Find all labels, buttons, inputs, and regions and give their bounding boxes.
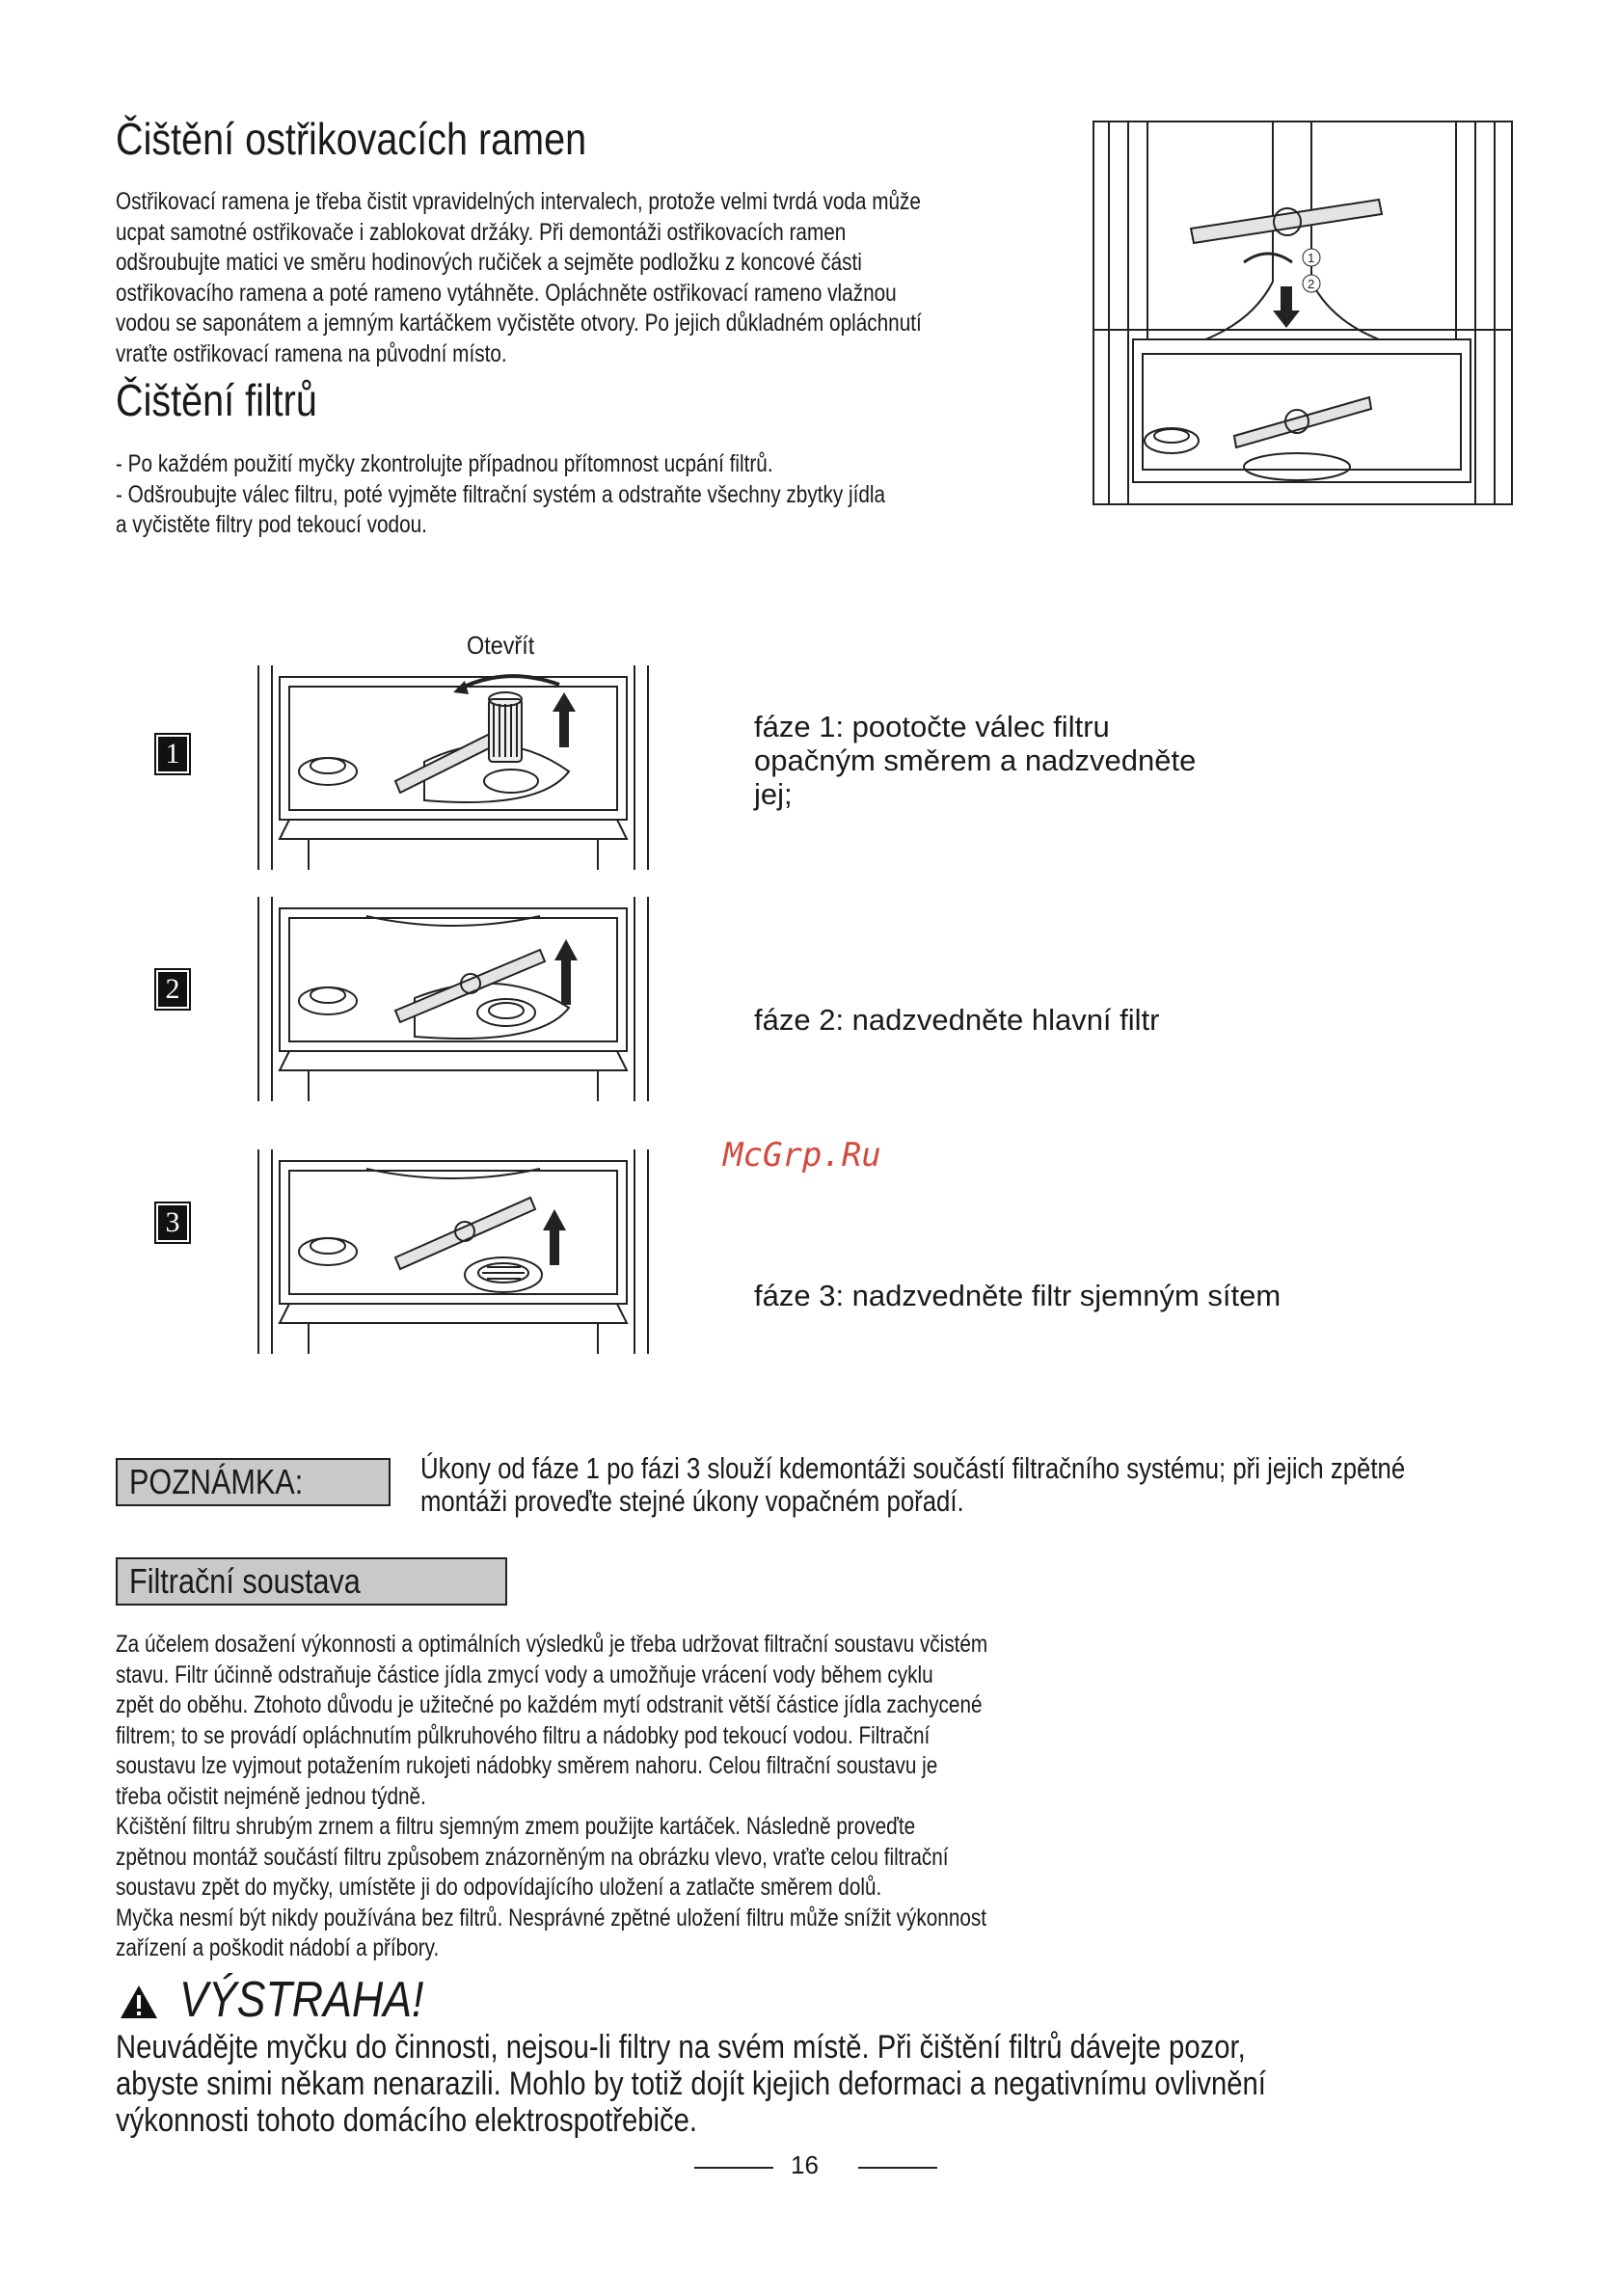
text-line: stavu. Filtr účinně odstraňuje částice jídla zmycí vody a umožňuje vrácení vody během cyklu	[116, 1661, 933, 1688]
text-line: ostřikovacího ramena a poté rameno vytáhněte. Opláchněte ostřikovací rameno vlažnou	[116, 279, 897, 307]
caption-line: fáze 3: nadzvedněte filtr sjemným sítem	[754, 1279, 1282, 1312]
note-line: Úkony od fáze 1 po fázi 3 slouží kdemontáži součástí filtračního systému; při jejich zpětné	[420, 1451, 1406, 1485]
page-rule-left	[694, 2167, 773, 2169]
text-line: - Odšroubujte válec filtru, poté vyjměte filtrační systém a odstraňte všechny zbytky jídla	[116, 480, 886, 508]
note-label	[116, 1458, 391, 1506]
text-line: třeba očistit nejméně jednou týdně.	[116, 1782, 426, 1810]
step-2-illustration	[251, 897, 656, 1101]
spray-arm-illustration	[1090, 118, 1516, 508]
caption-line: fáze 2: nadzvedněte hlavní filtr	[754, 1003, 1160, 1037]
open-label: Otevřít	[467, 631, 535, 660]
text-line: vraťte ostřikovací ramena na původní místo.	[116, 339, 507, 367]
warning-line: výkonnosti tohoto domácího elektrospotřebiče.	[116, 2102, 698, 2139]
text-line: odšroubujte matici ve směru hodinových ručiček a sejměte podložku z koncové části	[116, 249, 862, 276]
step-2-badge: 2	[158, 972, 187, 1007]
warning-text	[116, 2029, 1266, 2139]
spray-arms-heading: Čištění ostřikovacích ramen	[116, 114, 587, 164]
text-line: Myčka nesmí být nikdy používána bez filtrů. Nesprávné zpětné uložení filtru může snížit výkonnost	[116, 1904, 987, 1931]
caption-line: jej;	[754, 777, 793, 811]
filter-cleaning-heading: Čištění filtrů	[116, 375, 317, 425]
text-line: ucpat samotné ostřikovače i zablokovat držáky. Při demontáži ostřikovacích ramen	[116, 218, 847, 246]
note-text	[420, 1452, 1405, 1518]
warning-title: VÝSTRAHA!	[179, 1972, 424, 2028]
text-line: Kčištění filtru shrubým zrnem a filtru sjemným zmem použijte kartáček. Následně proveďte	[116, 1813, 916, 1840]
filter-system-label	[116, 1557, 507, 1606]
spray-arms-text	[116, 187, 922, 369]
text-line: filtrem; to se provádí opláchnutím půlkruhového filtru a nádobky pod tekoucí vodou. Filtrační	[116, 1721, 931, 1749]
watermark: McGrp.Ru	[723, 1136, 881, 1175]
text-line: zpět do oběhu. Ztohoto důvodu je užitečné po každém mytí odstranit větší částice jídla zachycené	[116, 1691, 983, 1718]
step-1-badge: 1	[158, 737, 187, 771]
step-3-illustration	[251, 1149, 656, 1354]
page-rule-right	[858, 2167, 937, 2169]
text-line: Za účelem dosažení výkonnosti a optimálních výsledků je třeba udržovat filtrační soustavu včistém	[116, 1631, 988, 1658]
note-line: montáži proveďte stejné úkony vopačném pořadí.	[420, 1484, 964, 1518]
step-2-caption	[754, 1003, 1159, 1037]
text-line: - Po každém použití myčky zkontrolujte případnou přítomnost ucpání filtrů.	[116, 450, 773, 477]
caption-line: opačným směrem a nadzvedněte	[754, 743, 1197, 777]
text-line: zpětnou montáž součástí filtru způsobem znázorněným na obrázku vlevo, vraťte celou filtrační	[116, 1843, 949, 1871]
step-3-badge: 3	[158, 1205, 187, 1240]
callout-1: 1	[1308, 251, 1315, 265]
text-line: a vyčistěte filtry pod tekoucí vodou.	[116, 511, 427, 538]
warning-line: Neuvádějte myčku do činnosti, nejsou-li filtry na svém místě. Při čištění filtrů dávejte pozor,	[116, 2029, 1246, 2066]
caption-line: fáze 1: pootočte válec filtru	[754, 710, 1110, 743]
text-line: vodou se saponátem a jemným kartáčkem vyčistěte otvory. Po jejich důkladném opláchnutí	[116, 310, 922, 337]
filter-system-label-text: Filtrační soustava	[129, 1561, 361, 1601]
warning-icon	[120, 1985, 158, 2019]
warning-line: abyste snimi někam nenarazili. Mohlo by totiž dojít kjejich deformaci a negativnímu ovlivnění	[116, 2066, 1266, 2102]
callout-2: 2	[1308, 277, 1315, 291]
filter-system-text	[116, 1630, 987, 1964]
filter-cleaning-text	[116, 449, 885, 541]
step-1-caption	[754, 710, 1196, 811]
text-line: soustavu lze vyjmout potažením rukojeti nádobky směrem nahoru. Celou filtrační soustavu je	[116, 1752, 938, 1779]
note-label-text: POZNÁMKA:	[129, 1462, 304, 1501]
text-line: Ostřikovací ramena je třeba čistit vpravidelných intervalech, protože velmi tvrdá voda může	[116, 188, 921, 215]
page-number: 16	[791, 2150, 819, 2179]
text-line: soustavu zpět do myčky, umístěte ji do odpovídajícího uložení a zatlačte směrem dolů.	[116, 1874, 882, 1901]
step-3-caption	[754, 1279, 1281, 1312]
text-line: zařízení a poškodit nádobí a příbory.	[116, 1934, 440, 1961]
step-1-illustration	[251, 665, 656, 870]
